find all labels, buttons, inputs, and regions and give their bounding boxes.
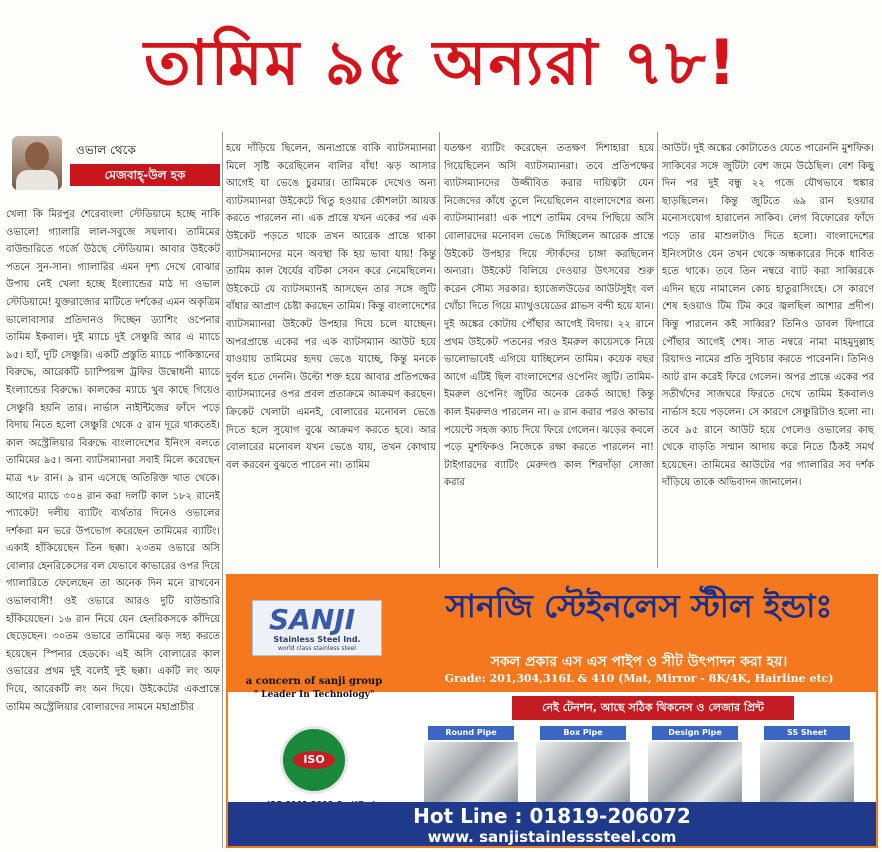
product-round-pipe: Round Pipe (424, 726, 518, 806)
product-ss-sheet: SS Sheet (760, 726, 854, 806)
article-column-3: যতক্ষণ ব্যাটিং করেছেন ততক্ষণ দিশাহারা হয়ে গিয়েছিলেন অসি ব্যাটসম্যানরা। তবে প্রতিপক্ষের ব্যাটসম্যানদের উজ্জীবিত করার দায়িত্বটা যেন নিজেদের কাঁধে তুলে নিয়েছিলেন বাংলাদেশের অন্য ব্যাটসম্যানরা! এক পাশে তামিম বেদম পিছিয়ে অসি বোলারদের মনোবল ভেঙে দিচ্ছিলেন আরেক প্রান্তে উইকেট উপহার দিয়ে স্টার্কদের চাঙ্গা করছিলেন অন্যরা। উইকেট বিলিয়ে দেওয়ার উৎসবের শুরু করেন সৌম্য সরকার। হ্যাজেলউডের আউটসুইং বল খোঁচা দিতে গিয়ে ম্যাথুওয়েডের গ্লাভস বন্দী হয়ে যান। দুই অঙ্কের কোটায় পৌঁছার আগেই বিদায়। ২২ রানে প্রথম উইকেট পতনের পরও ইমরুল কায়েসকে নিয়ে ভালোভাবেই এগিয়ে যাচ্ছিলেন তামিম। কয়েক বছর আগে এটিই ছিল বাংলাদেশের ওপেনিং জুটি। তামিম-ইমরুল ওপেনিং জুটির অনেক রেকর্ড আছে! কিন্তু কাল ইমরুলও পারলেন না। ৬ রান করার পরও কাভার পয়েন্টে সহজ ক্যাচ দিয়ে ফিরে গেলেন। ঝড়ের কবলে পড়ে মুশফিকও নিজেকে রক্ষা করতে পারলেন না! টাইগারদের ব্যাটিং মেরুদণ্ড কাল শিরদাঁড়া সোজা করার (444, 143, 654, 489)
ad-leader: " Leader In Technology" (253, 690, 375, 700)
iso-seal-icon: ISO (280, 726, 348, 794)
column-divider (657, 132, 658, 568)
ad-title: সানজি স্টেইনলেস স্টীল ইন্ডাঃ (445, 587, 833, 625)
column-divider (222, 132, 223, 848)
article-column-1: খেলা কি মিরপুর শেরেবাংলা স্টেডিয়ামে হচ্ছে নাকি ওভালে! গ্যালারি লাল-সবুজে সয়লাব। তামিমের বাউন্ডারিতে গর্জে উঠছে স্টেডিয়াম। আবার উইকেট পতনে সুন-সান। গ্যালারির এমন দৃশ্য দেখে বোঝার উপায় নেই খেলা হচ্ছে ইংল্যান্ডের মাঠ দ্য ওভাল স্টেডিয়ামে! যুক্তরাজ্যের মাটিতে দর্শকের এমন অকৃত্রিম ভালোবাসার প্রতিদানও দিচ্ছেন ড্যাশিং ওপেনার তামিম ইকবাল। দুই ম্যাচে দুই সেঞ্চুরি আর এ ম্যাচে ৯৫। হ্যাঁ, দুটি সেঞ্চুরি। একটি প্রস্তুতি ম্যাচে পাকিস্তানের বিরুদ্ধে, আরেকটি চ্যাম্পিয়ন্স ট্রফির উদ্বোধনী ম্যাচে ইংল্যান্ডের বিরুদ্ধে। কালকের ম্যাচে খুব কাছে গিয়েও সেঞ্চুরি হয়নি তার। নার্ভাস নাইন্টিজের ফাঁদে পড়ে বিদায় নিতে হলো সেঞ্চুরি থেকে ৫ রান দূরে থাকতেই। কাল অস্ট্রেলিয়ার বিরুদ্ধে বাংলাদেশের ইনিংস বলতে তামিমের ৯৫। অন্য ব্যাটসম্যানরা সবাই মিলে করেছেন মাত্র ৭৮ রান। ৯ রান এসেছে অতিরিক্ত খাত থেকে। আগের ম্যাচে ৩০৪ রান করা দলটি কাল ১৮২ রানেই প্যাকেট! দলীয় ব্যাটিং ব্যর্থতার দিনেও ওভালের দর্শকরা মন ভরে উপভোগ করেছেন তামিমের ব্যাটিং। একাই হাঁকিয়েছেন তিন ছক্কা। ২৩তম ওভারে অসি বোলার হেনরিকেসের বল যেভাবে কাভারের ওপর দিয়ে গ্যালারিতে ফেলেছেন তা অনেক দিন মনে রাখবেন ওভালবাসী! ওই ওভারে আরও দুটি বাউন্ডারি হাঁকিয়েছেন। ১৬ রান নিয়ে যেন হেনরিকসকে কাঁদিয়ে ছেড়েছেন। ৩০তম ওভারে তামিমের ঝড় সহ্য করতে হয়েছেন স্পিনার হেডকে। এই অসি বোলারের কাল ওভারের প্রথম দুই বলেই দুই ছক্কা। একটি লং অফ দিয়ে, আরেকটি লং অন দিয়ে। উইকেটের একপ্রান্তে তামিম অস্ট্রেলিয়ার বোলারদের সামনে মহাপ্রাচীর (6, 209, 220, 713)
article-column-2: হয়ে দাঁড়িয়ে ছিলেন, অন্যপ্রান্তে বাকি ব্যাটসম্যানরা মিলে সৃষ্টি করেছিলেন বালির বাঁধ! ঝড় আসার আগেই যা ভেঙে চুরমার। তামিমকে দেখেও অন্য ব্যাটসম্যানরা উইকেটে থিতু হওয়ার কৌশলটা আয়ত্ত করতে পারলেন না। এক প্রান্তে যখন একের পর এক উইকেট পড়তে থাকে তখন আরেক প্রান্তে থাকা ব্যাটসম্যানদের মনে অবস্থা কি হয় ভাবা যায়! কিন্তু তামিম কাল ধৈর্যের বটিকা সেবন করে নেমেছিলেন। উইকেটে যে ব্যাটসম্যানই আসছেন তার সঙ্গে জুটি বাঁধার আপ্রাণ চেষ্টা করছেন তামিম। কিন্তু বাংলাদেশের ব্যাটসম্যানরা উইকেট উপহার দিয়ে চলে যাচ্ছেন। অপরপ্রান্তে একের পর এক ব্যাটসম্যান আউট হয়ে যাওয়ায় তামিমের হৃদয় ভেঙে যাচ্ছে, কিন্তু মনকে দুর্বল হতে দেননি। উল্টো শক্ত হয়ে আবার প্রতিপক্ষের ব্যাটসম্যানের ওপর প্রবল প্রতাক্রমে আক্রমণ করছেন। ক্রিকেট খেলাটা এমনই, বোলারের মনোবল ভেঙে দিতে হলে সুযোগ বুঝে আক্রমণ করতে হবে। আর বোলারের মনোবল যখন ভেঙে যায়, তখন কোথায় বল করবেন বুঝতে পারেন না। তামিম (226, 143, 436, 471)
advertisement (226, 574, 878, 848)
ad-website: www. sanjistainlesssteel.com (427, 828, 677, 846)
author-photo (12, 136, 62, 190)
byline-author: মেজবাহ্-উল হক (70, 164, 220, 186)
product-box-pipe: Box Pipe (536, 726, 630, 806)
product-design-pipe: Design Pipe (648, 726, 742, 806)
ad-tagline: সকল প্রকার এস এস পাইপ ও সীট উৎপাদন করা হয়। (490, 654, 788, 670)
ad-hotline: Hot Line : 01819-206072 (413, 804, 691, 828)
column-divider (439, 132, 440, 568)
ad-ribbon: নেই টেনশন, আছে সঠিক থিকনেস ও লেজার প্রিন্ট (512, 696, 794, 720)
ad-concern: a concern of sanji group (245, 676, 383, 687)
ad-banner (228, 576, 876, 692)
ad-grades: Grade: 201,304,316L & 410 (Mat, Mirror - 8K/4K, Hairline etc) (444, 672, 834, 685)
ad-contact-bar (228, 802, 876, 848)
sanji-logo: SANJI Stainless Steel Ind. world class stainless steel (252, 600, 382, 656)
byline-from: ওভাল থেকে (76, 143, 136, 157)
headline: তামিম ৯৫ অন্যরা ৭৮! (144, 26, 738, 99)
byline (6, 132, 220, 192)
article-column-4: আউট। দুই অঙ্কের কোটাতেও যেতে পারেননি মুশফিক। সাকিবের সঙ্গে জুটিটা বেশ জমে উঠেছিল। বেশ কিছু দিন পর দুই বন্ধু ২২ গজে যৌথভাবে হুঙ্কার ছাড়ছিলেন। কিন্তু জুটিতে ৬৯ রান হওয়ার মনোসংযোগ হারালেন সাকিব। লেগ বিফোরের ফাঁদে পড়ে তার মাশুলটাও দিতে হলো। বাংলাদেশের ইনিংসটাও যেন তখন থেকে অন্ধকারের দিকে ধাবিত হতে থাকে। তবে তিন নম্বরে ব্যাট করা সাব্বিরকে এদিন ছয়ে নামালেন কোচ হাতুরাসিংহে। সে কারণে শেষ হওয়াও টিম টিম করে জ্বলছিল আশার প্রদীপ। কিন্তু পারলেন কই সাব্বির? তিনিও ডাবল ফিগারে পৌঁছার আগেই শেষ। সাত নম্বরে নামা মাহমুদুল্লাহ রিয়াদও নামের প্রতি সুবিচার করতে পারেননি। তিনিও আট রান করেই ফিরে গেলেন। অপর প্রান্তে একের পর সতীর্থদের সাজঘরে ফিরতে দেখে তামিম ইকবালও নার্ভাস হয়ে পড়লেন। সে কারণে সেঞ্চুরিটাও হলো না। তবে ৯৫ রানে আউট হয়ে গেলেও ওভালের কাছ থেকে বাড়তি সম্মান আদায় করে নিতে ঠিকই সমর্থ হয়েছেন। তামিমের আউটের পর গ্যালারির সব দর্শক দাঁড়িয়ে তাকে অভিবাদন জানালেন। (662, 143, 874, 489)
